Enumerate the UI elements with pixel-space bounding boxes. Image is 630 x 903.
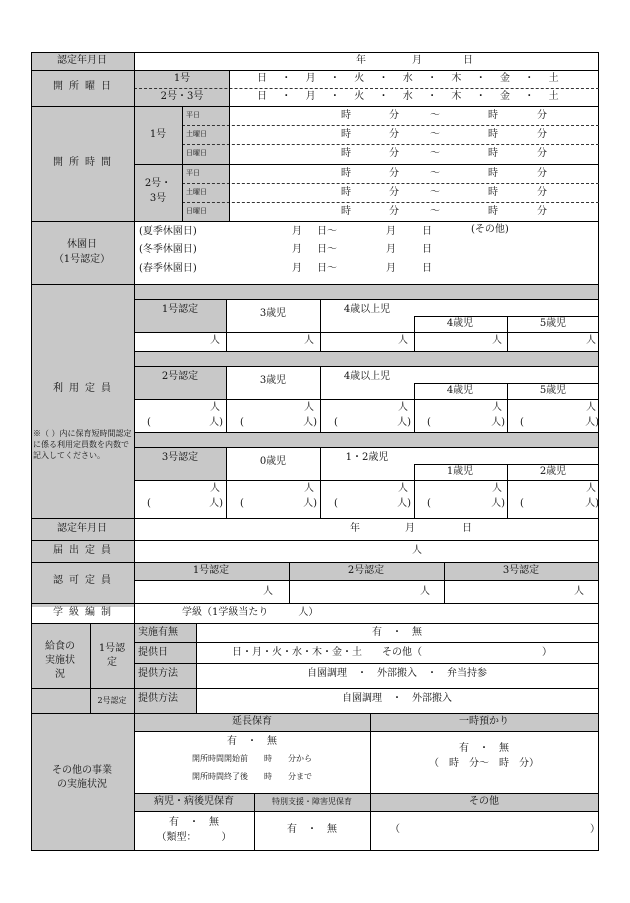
cap-g2-unit-0: 人 — [210, 402, 220, 413]
hours-to-min-5: 分 — [537, 206, 547, 217]
meal-v2: 日・月・火・水・木・金・土 その他（ ） — [232, 647, 552, 658]
open-day-2-8: 木 — [451, 91, 462, 102]
approved-v3: 人 — [574, 586, 584, 597]
cap-g2-paren-open-1: ( — [240, 417, 244, 428]
cap-g2-c: 4歳児 — [446, 385, 474, 396]
closed-from-day-1: 日〜 — [317, 244, 337, 255]
other-h1: 延長保育 — [232, 716, 272, 727]
class-label: 学級編制 — [53, 607, 117, 618]
open-day-1-3: ・ — [329, 73, 340, 84]
cap-g3-unit-3: 人 — [492, 483, 502, 494]
cap-g3-unit-4: 人 — [586, 483, 596, 494]
cap-g3-b: 1・2歳児 — [345, 452, 389, 463]
meal-v1: 有 ・ 無 — [372, 627, 422, 638]
open-days-row2-label: 2号・3号 — [160, 91, 204, 102]
cap-g2-paren-open-2: ( — [334, 417, 338, 428]
open-day-2-4: 火 — [354, 91, 365, 102]
closed-to-day-1: 日 — [422, 244, 432, 255]
cap-g1-unit-3: 人 — [492, 335, 502, 346]
approved-v2: 人 — [420, 586, 430, 597]
tmp-time: （ 時 分〜 時 分） — [429, 758, 539, 769]
hours-to-min-1: 分 — [537, 129, 547, 140]
cap-g2-paren-close-2: 人) — [397, 417, 411, 428]
ext-end: 開所時間終了後 時 分まで — [192, 772, 312, 781]
cap-g3-unit-2: 人 — [398, 483, 408, 494]
cap-g1-unit-2: 人 — [398, 335, 408, 346]
meal-r2: 提供日 — [138, 647, 168, 658]
cap-g2-paren-close-4: 人) — [585, 417, 599, 428]
hours-to-hour-3: 時 — [488, 168, 498, 179]
capacity-note: ※（ ）内に保育短時間認定に係る利用定員数を内数で記入してください。 — [33, 429, 132, 460]
closed-row-label-0: (夏季休園日) — [139, 226, 197, 237]
hours-to-hour-0: 時 — [488, 110, 498, 121]
closed-from-month-2: 月 — [292, 263, 302, 274]
open-day-1-4: 火 — [354, 73, 365, 84]
cap-g2-unit-1: 人 — [304, 402, 314, 413]
hours-from-hour-0: 時 — [341, 110, 351, 121]
cap-g1-unit-4: 人 — [586, 335, 596, 346]
capacity-label: 利用定員 — [53, 383, 117, 394]
closed-from-day-2: 日〜 — [317, 263, 337, 274]
cap-g3-label: 3号認定 — [161, 452, 199, 463]
hours-from-hour-5: 時 — [341, 206, 351, 217]
cap-g1-unit-0: 人 — [210, 335, 220, 346]
open-day-1-2: 月 — [305, 73, 316, 84]
nintei-year-unit: 年 — [356, 55, 366, 66]
cap-g2-unit-3: 人 — [492, 402, 502, 413]
meal-g1-label: 1号認定 — [98, 643, 126, 668]
open-hours-g1-label: 1号 — [149, 129, 167, 140]
nintei2-day-unit: 日 — [462, 523, 472, 534]
cap-g2-a: 3歳児 — [259, 375, 287, 386]
open-hours-g2-label: 2号・3号 — [144, 178, 172, 204]
other-h4: 特別支援・障害児保育 — [272, 797, 352, 806]
other-label-1: その他の事業 — [52, 765, 112, 776]
hours-from-min-2: 分 — [389, 148, 399, 159]
hours-from-hour-4: 時 — [341, 187, 351, 198]
approved-v1: 人 — [263, 586, 273, 597]
hours-from-hour-2: 時 — [341, 148, 351, 159]
hours-tilde-5: 〜 — [430, 206, 440, 217]
approved-capacity-label: 認可定員 — [53, 575, 117, 586]
closed-to-day-0: 日 — [422, 226, 432, 237]
other-h5: その他 — [469, 796, 499, 807]
closed-from-month-1: 月 — [292, 244, 302, 255]
meal-label-3: 況 — [55, 669, 65, 680]
hours-sub-label-0: 平日 — [186, 111, 200, 119]
cap-g1-unit-1: 人 — [304, 335, 314, 346]
hours-tilde-3: 〜 — [430, 168, 440, 179]
hours-sub-label-3: 平日 — [186, 169, 200, 177]
meal-label-1: 給食の — [45, 641, 75, 652]
open-day-1-6: 水 — [402, 73, 413, 84]
hours-from-min-1: 分 — [389, 129, 399, 140]
closed-to-day-2: 日 — [422, 263, 432, 274]
hours-from-min-5: 分 — [389, 206, 399, 217]
ext-start: 開所時間開始前 時 分から — [192, 754, 312, 763]
meal-label-2: 実施状 — [45, 655, 75, 666]
open-day-2-7: ・ — [427, 91, 438, 102]
nintei-day-unit: 日 — [463, 55, 473, 66]
hours-to-min-0: 分 — [537, 110, 547, 121]
open-days-row1-label: 1号 — [173, 73, 191, 84]
cap-g3-paren-open-4: ( — [520, 498, 524, 509]
nintei-date2-label: 認定年月日 — [57, 523, 107, 534]
tmp-yesno: 有 ・ 無 — [459, 743, 509, 754]
cap-g1-d: 5歳児 — [539, 318, 567, 329]
closed-row-label-1: (冬季休園日) — [139, 244, 197, 255]
meal-v4: 自園調理 ・ 外部搬入 — [342, 693, 452, 704]
hours-from-min-3: 分 — [389, 168, 399, 179]
open-day-2-11: ・ — [524, 91, 535, 102]
ext-yesno: 有 ・ 無 — [227, 736, 277, 747]
open-day-2-12: 土 — [548, 91, 559, 102]
open-day-2-3: ・ — [329, 91, 340, 102]
cap-g2-b: 4歳以上児 — [343, 371, 391, 382]
class-text: 学級（1学級当たり 人） — [182, 607, 319, 618]
open-day-2-2: 月 — [305, 91, 316, 102]
nintei2-year-unit: 年 — [350, 523, 360, 534]
hours-from-min-4: 分 — [389, 187, 399, 198]
open-day-1-0: 日 — [257, 73, 267, 84]
open-day-1-9: ・ — [475, 73, 486, 84]
cap-g3-paren-open-3: ( — [427, 498, 431, 509]
approved-h2: 2号認定 — [347, 565, 385, 576]
cap-g2-paren-close-0: 人) — [209, 417, 223, 428]
hours-to-min-3: 分 — [537, 168, 547, 179]
approved-h1: 1号認定 — [192, 565, 230, 576]
open-day-2-6: 水 — [402, 91, 413, 102]
cap-g2-unit-4: 人 — [586, 402, 596, 413]
hours-tilde-1: 〜 — [430, 129, 440, 140]
cap-g3-unit-0: 人 — [210, 483, 220, 494]
cap-g2-paren-open-3: ( — [427, 417, 431, 428]
closed-to-month-0: 月 — [386, 226, 396, 237]
cap-g3-paren-close-3: 人) — [491, 498, 505, 509]
closed-from-month-0: 月 — [292, 226, 302, 237]
hours-from-hour-1: 時 — [341, 129, 351, 140]
special-yesno: 有 ・ 無 — [287, 824, 337, 835]
cap-g3-unit-1: 人 — [304, 483, 314, 494]
hours-to-hour-5: 時 — [488, 206, 498, 217]
meal-v3: 自園調理 ・ 外部搬入 ・ 弁当持参 — [307, 668, 487, 679]
open-day-1-5: ・ — [378, 73, 389, 84]
closed-from-day-0: 日〜 — [317, 226, 337, 237]
open-day-2-5: ・ — [378, 91, 389, 102]
hours-sub-label-5: 日曜日 — [186, 207, 207, 215]
cap-g1-a: 3歳児 — [259, 308, 287, 319]
other-h3: 病児・病後児保育 — [154, 796, 234, 807]
open-day-1-10: 金 — [500, 73, 510, 84]
hours-to-hour-2: 時 — [488, 148, 498, 159]
cap-g2-label: 2号認定 — [161, 371, 199, 382]
hours-tilde-2: 〜 — [430, 148, 440, 159]
meal-g2-label: 2号認定 — [97, 696, 127, 705]
hours-to-hour-1: 時 — [488, 129, 498, 140]
cap-g1-c: 4歳児 — [446, 318, 474, 329]
hours-from-hour-3: 時 — [341, 168, 351, 179]
cap-g3-paren-close-4: 人) — [585, 498, 599, 509]
cap-g1-b: 4歳以上児 — [343, 304, 391, 315]
nintei-month-unit: 月 — [412, 55, 422, 66]
open-day-1-1: ・ — [281, 73, 292, 84]
hours-to-hour-4: 時 — [488, 187, 498, 198]
open-days-label: 開所曜日 — [53, 81, 117, 92]
cap-g3-paren-close-2: 人) — [397, 498, 411, 509]
approved-h3: 3号認定 — [502, 565, 540, 576]
other-h2: 一時預かり — [459, 716, 509, 727]
hours-sub-label-2: 日曜日 — [186, 149, 207, 157]
cap-g3-paren-close-1: 人) — [303, 498, 317, 509]
meal-r4: 提供方法 — [138, 693, 178, 704]
other-etc: （ ） — [390, 824, 600, 835]
meal-r1: 実施有無 — [138, 627, 178, 638]
open-day-2-10: 金 — [500, 91, 510, 102]
cap-g2-paren-close-1: 人) — [303, 417, 317, 428]
report-capacity-label: 届出定員 — [53, 545, 117, 556]
closed-to-month-2: 月 — [386, 263, 396, 274]
open-day-1-12: 土 — [548, 73, 559, 84]
closed-to-month-1: 月 — [386, 244, 396, 255]
nintei2-month-unit: 月 — [405, 523, 415, 534]
open-day-2-0: 日 — [257, 91, 267, 102]
cap-g3-a: 0歳児 — [259, 456, 287, 467]
hours-to-min-2: 分 — [537, 148, 547, 159]
closed-other: (その他) — [471, 224, 509, 235]
cap-g3-paren-open-0: ( — [147, 498, 151, 509]
hours-sub-label-4: 土曜日 — [186, 188, 207, 196]
closed-label: 休園日 — [67, 239, 97, 250]
cap-g2-paren-close-3: 人) — [491, 417, 505, 428]
closed-sub-label: （1号認定） — [53, 254, 111, 265]
open-day-1-8: 木 — [451, 73, 462, 84]
closed-row-label-2: (春季休園日) — [139, 263, 197, 274]
cap-g3-d: 2歳児 — [539, 466, 567, 477]
cap-g2-d: 5歳児 — [539, 385, 567, 396]
hours-to-min-4: 分 — [537, 187, 547, 198]
sick-type: （類型： ） — [156, 832, 232, 843]
open-hours-label: 開所時間 — [53, 157, 117, 168]
open-day-2-9: ・ — [475, 91, 486, 102]
hours-tilde-0: 〜 — [430, 110, 440, 121]
meal-r3: 提供方法 — [138, 668, 178, 679]
cap-g3-paren-close-0: 人) — [209, 498, 223, 509]
hours-sub-label-1: 土曜日 — [186, 130, 207, 138]
cap-g3-paren-open-2: ( — [334, 498, 338, 509]
cap-g3-paren-open-1: ( — [240, 498, 244, 509]
hours-from-min-0: 分 — [389, 110, 399, 121]
cap-g3-c: 1歳児 — [446, 466, 474, 477]
cap-g2-paren-open-4: ( — [520, 417, 524, 428]
cap-g1-label: 1号認定 — [161, 304, 199, 315]
report-capacity-unit: 人 — [412, 545, 422, 556]
open-day-2-1: ・ — [281, 91, 292, 102]
open-day-1-11: ・ — [524, 73, 535, 84]
open-day-1-7: ・ — [427, 73, 438, 84]
other-label-2: の実施状況 — [57, 779, 107, 790]
sick-yesno: 有 ・ 無 — [169, 817, 219, 828]
nintei-date-label: 認定年月日 — [57, 55, 107, 66]
hours-tilde-4: 〜 — [430, 187, 440, 198]
cap-g2-paren-open-0: ( — [147, 417, 151, 428]
cap-g2-unit-2: 人 — [398, 402, 408, 413]
